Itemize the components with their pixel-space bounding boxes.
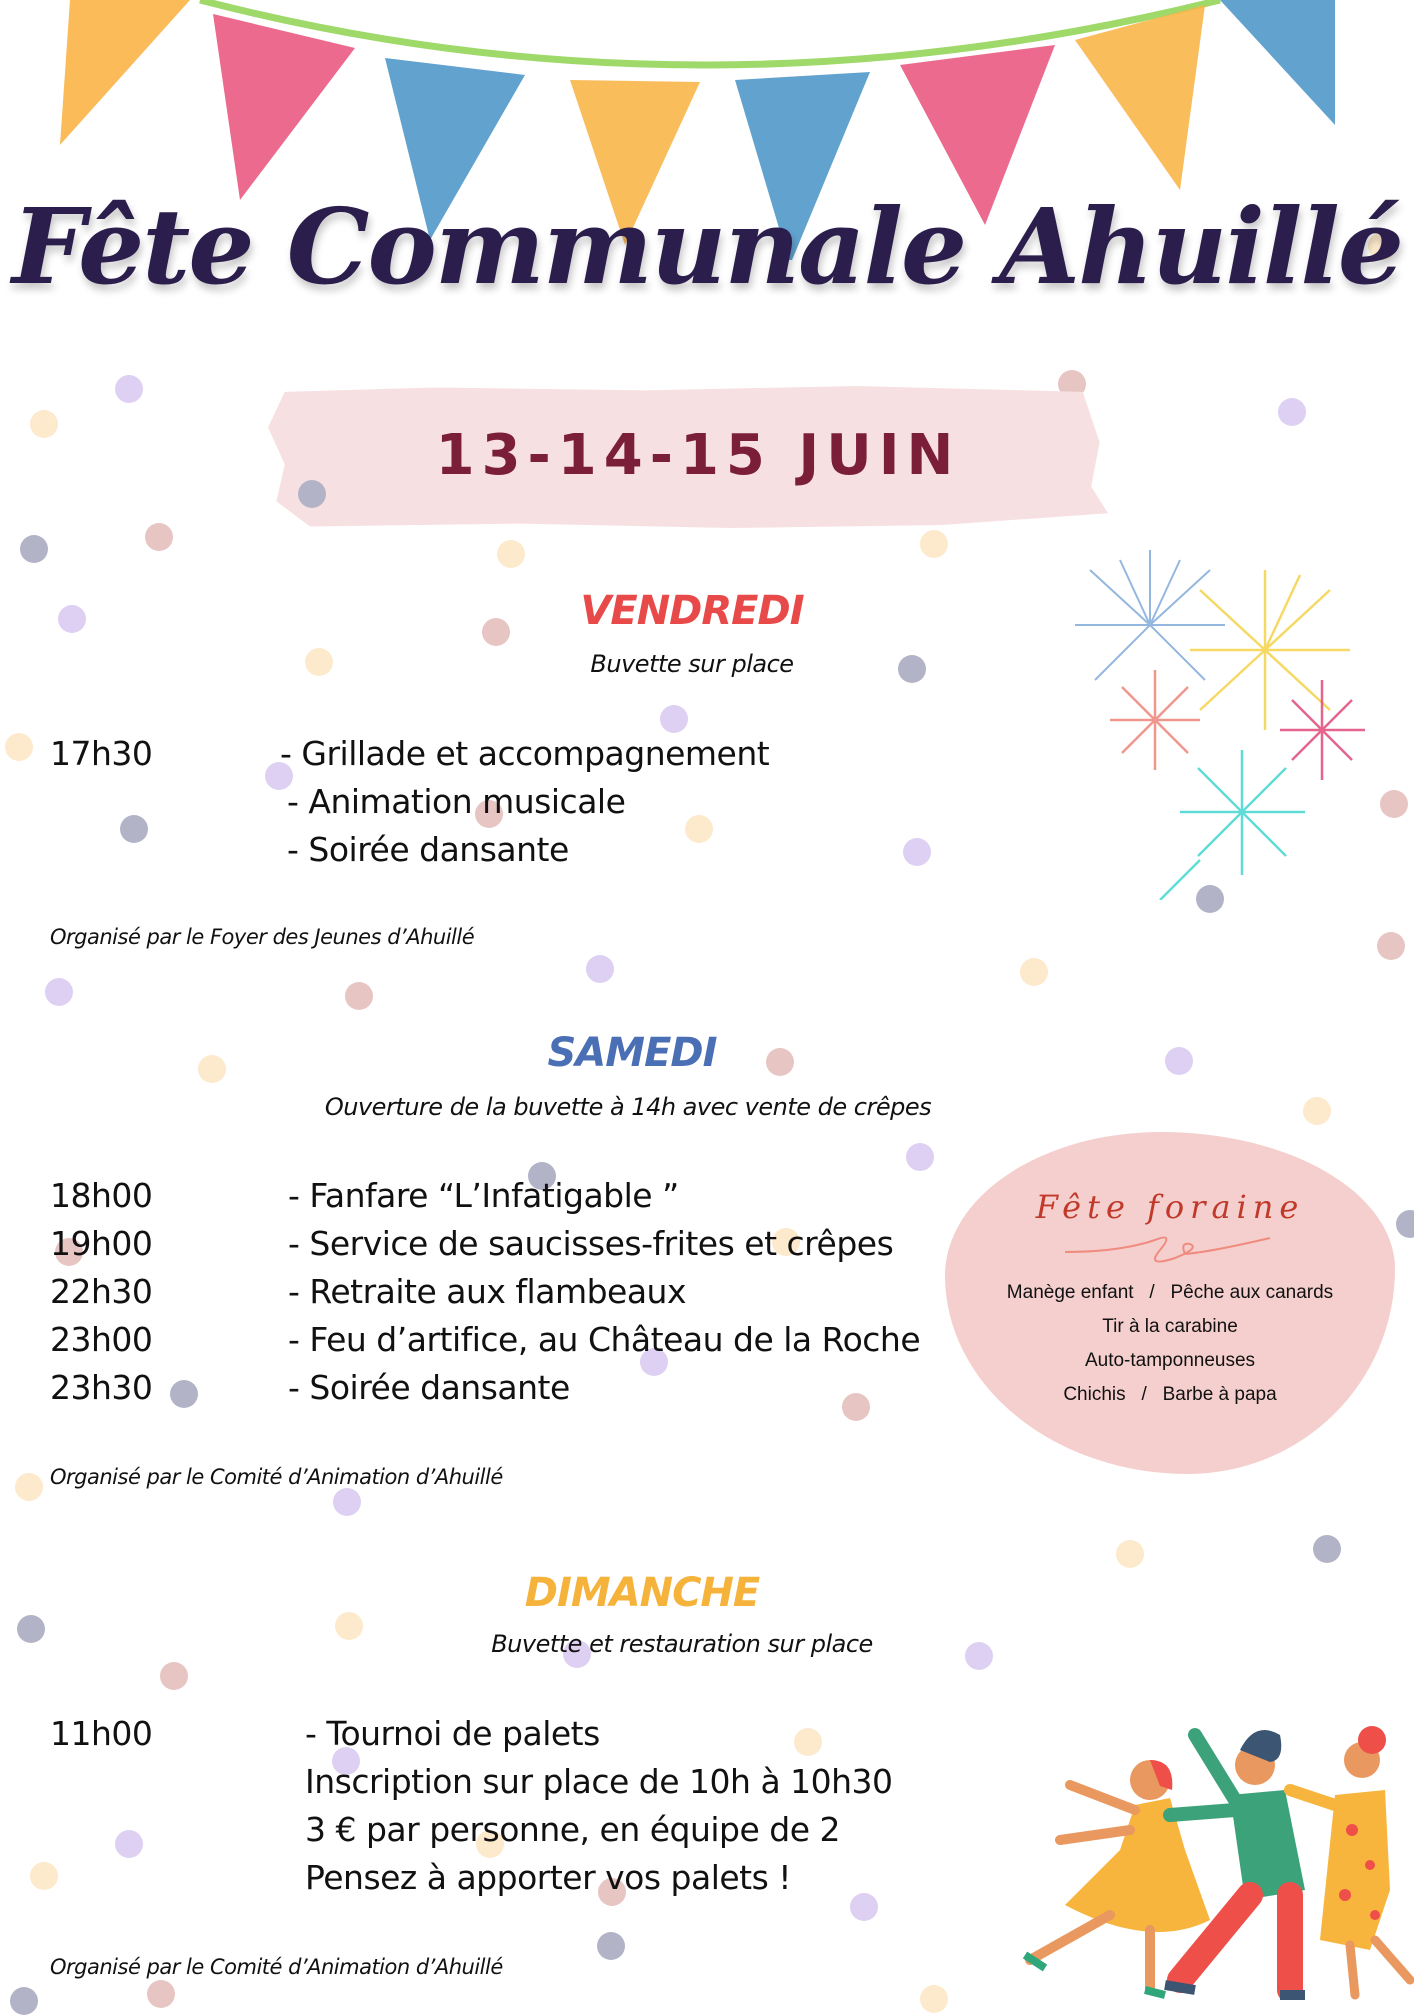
confetti-dot: [850, 1893, 878, 1921]
schedule-time: 22h30: [50, 1272, 153, 1311]
confetti-dot: [145, 523, 173, 551]
day-subtitle-dimanche: Buvette et restauration sur place: [491, 1630, 873, 1658]
confetti-dot: [497, 540, 525, 568]
confetti-dot: [333, 1488, 361, 1516]
schedule-activity: Inscription sur place de 10h à 10h30: [305, 1762, 893, 1801]
confetti-dot: [147, 1980, 175, 2008]
schedule-time: 23h30: [50, 1368, 153, 1407]
confetti-dot: [660, 705, 688, 733]
confetti-dot: [903, 838, 931, 866]
fete-foraine-item: Auto-tamponneuses: [1084, 1350, 1256, 1371]
confetti-dot: [160, 1662, 188, 1690]
schedule-activity: - Retraite aux flambeaux: [288, 1272, 687, 1311]
confetti-dot: [10, 1987, 38, 2015]
schedule-time: 23h00: [50, 1320, 153, 1359]
confetti-dot: [1380, 790, 1408, 818]
dancing-people-icon: [1000, 1690, 1414, 2000]
flourish-icon: [1060, 1232, 1280, 1272]
organizer-note: Organisé par le Comité d’Animation d’Ahuillé: [50, 1955, 503, 1979]
confetti-dot: [586, 955, 614, 983]
day-title-samedi: SAMEDI: [547, 1030, 717, 1076]
confetti-dot: [170, 1380, 198, 1408]
confetti-dot: [906, 1143, 934, 1171]
fete-foraine-item: Manège enfant / Pêche aux canards: [1006, 1282, 1334, 1303]
confetti-dot: [597, 1932, 625, 1960]
confetti-dot: [920, 530, 948, 558]
schedule-activity: - Fanfare “L’Infatigable ”: [288, 1176, 679, 1215]
organizer-note: Organisé par le Comité d’Animation d’Ahuillé: [50, 1465, 503, 1489]
schedule-activity: - Animation musicale: [287, 782, 626, 821]
confetti-dot: [1396, 1210, 1414, 1238]
confetti-dot: [115, 375, 143, 403]
confetti-dot: [1313, 1535, 1341, 1563]
schedule-time: 17h30: [50, 734, 153, 773]
confetti-dot: [685, 815, 713, 843]
fete-foraine-item: Tir à la carabine: [1102, 1316, 1238, 1337]
confetti-dot: [15, 1473, 43, 1501]
schedule-time: 11h00: [50, 1714, 153, 1753]
schedule-activity: 3 € par personne, en équipe de 2: [305, 1810, 841, 1849]
confetti-dot: [794, 1728, 822, 1756]
confetti-dot: [30, 1862, 58, 1890]
confetti-dot: [1020, 958, 1048, 986]
day-subtitle-vendredi: Buvette sur place: [590, 650, 794, 678]
confetti-dot: [920, 1985, 948, 2013]
confetti-dot: [5, 733, 33, 761]
confetti-dot: [30, 410, 58, 438]
day-title-dimanche: DIMANCHE: [524, 1570, 760, 1616]
fete-foraine-item: Chichis / Barbe à papa: [1063, 1384, 1277, 1405]
organizer-note: Organisé par le Foyer des Jeunes d’Ahuillé: [50, 925, 475, 949]
confetti-dot: [45, 978, 73, 1006]
confetti-dot: [120, 815, 148, 843]
schedule-activity: - Tournoi de palets: [305, 1714, 600, 1753]
confetti-dot: [345, 982, 373, 1010]
schedule-activity: - Soirée dansante: [287, 830, 569, 869]
confetti-dot: [115, 1830, 143, 1858]
schedule-activity: Pensez à apporter vos palets !: [305, 1858, 792, 1897]
event-dates: 13-14-15 JUIN: [435, 423, 961, 488]
schedule-time: 19h00: [50, 1224, 153, 1263]
confetti-dot: [1278, 398, 1306, 426]
fireworks-icon: [1060, 530, 1380, 900]
schedule-activity: - Feu d’artifice, au Château de la Roche: [288, 1320, 921, 1359]
confetti-dot: [1377, 932, 1405, 960]
page-title: Fête Communale Ahuillé: [11, 185, 1403, 308]
day-subtitle-samedi: Ouverture de la buvette à 14h avec vente de crêpes: [324, 1093, 932, 1121]
schedule-activity: - Grillade et accompagnement: [280, 734, 770, 773]
day-title-vendredi: VENDREDI: [580, 588, 804, 634]
fete-foraine-title: Fête foraine: [1035, 1188, 1305, 1226]
confetti-dot: [842, 1393, 870, 1421]
schedule-activity: - Service de saucisses-frites et crêpes: [288, 1224, 894, 1263]
schedule-activity: - Soirée dansante: [288, 1368, 570, 1407]
schedule-time: 18h00: [50, 1176, 153, 1215]
confetti-dot: [1116, 1540, 1144, 1568]
confetti-dot: [20, 535, 48, 563]
